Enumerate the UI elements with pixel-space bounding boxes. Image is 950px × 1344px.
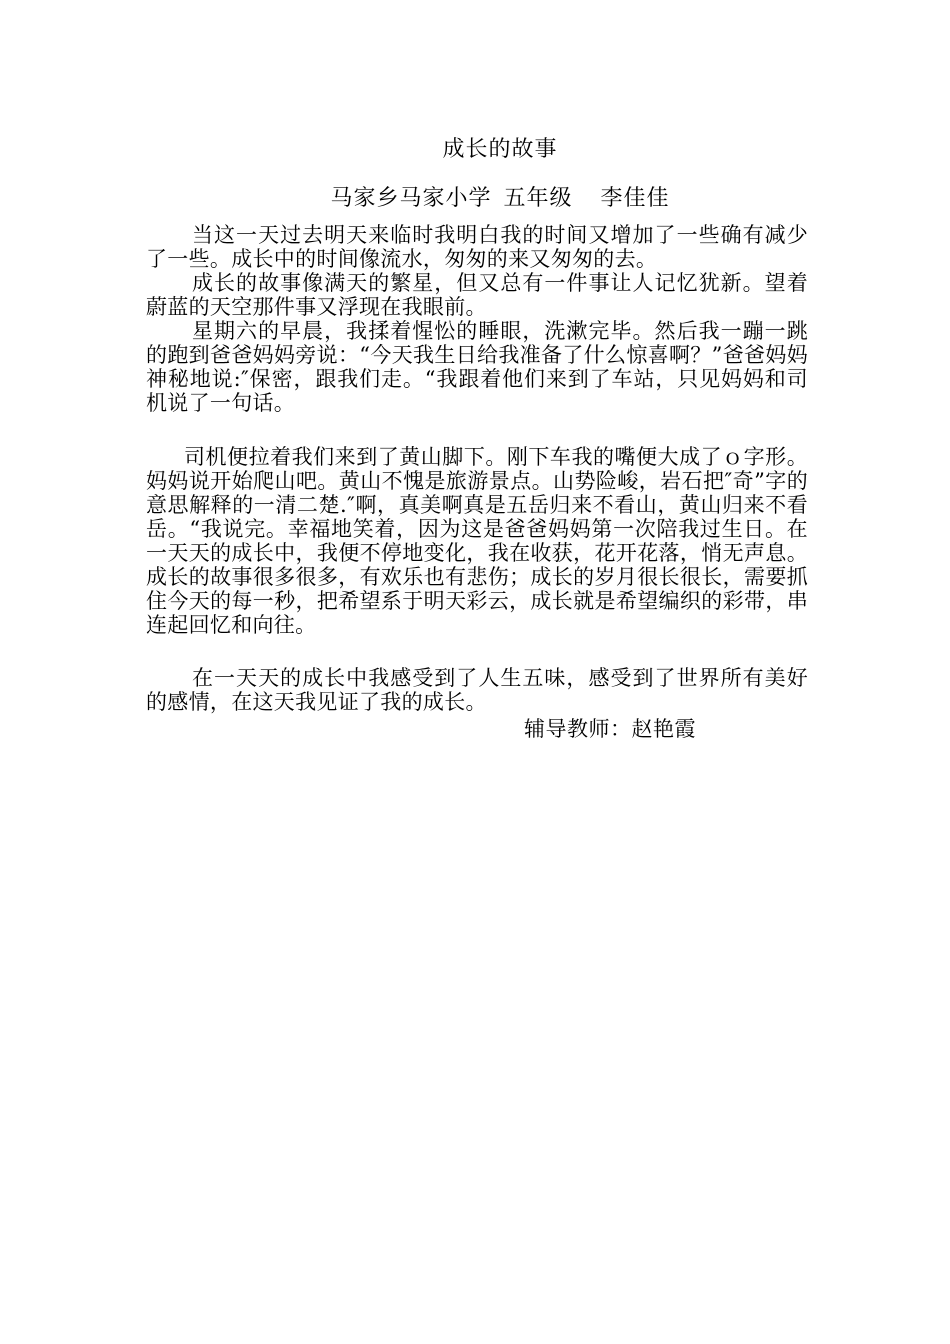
document-title: 成长的故事 xyxy=(442,137,558,162)
paragraph-4: 司机便拉着我们来到了黄山脚下。刚下车我的嘴便大成了ｏ字形。妈妈说开始爬山吧。黄山不愧是旅游景点。山势险峻，岩石把″奇”字的意思解释的一清二楚.″啊，真美啊真是五岳归来不看山，黄山归来不看岳。“我说完。幸福地笑着，因为这是爸爸妈妈第一次陪我过生日。在一天天的成长中，我便不停地变化，我在收获，花开花落，悄无声息。成长的故事很多很多，有欢乐也有悲伤；成长的岁月很长很长，需要抓住今天的每一秒，把希望系于明天彩云，成长就是希望编织的彩带，串连起回忆和向往。 xyxy=(146,445,808,637)
author-byline xyxy=(0,185,950,213)
author-name: 李佳佳 xyxy=(600,186,670,211)
grade-label: 五年级 xyxy=(503,186,573,211)
body-section-2 xyxy=(146,445,808,637)
advisor-signature: 辅导教师：赵艳霞 xyxy=(524,717,696,741)
paragraph-5: 在一天天的成长中我感受到了人生五味，感受到了世界所有美好的感情，在这天我见证了我的成长。 xyxy=(146,666,808,714)
paragraph-1: 当这一天过去明天来临时我明白我的时间又增加了一些确有减少了一些。成长中的时间像流水，匆匆的来又匆匆的去。 xyxy=(146,223,808,271)
paragraph-3: 星期六的早晨，我揉着惺忪的睡眼，洗漱完毕。然后我一蹦一跳的跑到爸爸妈妈旁说：“今天我生日给我准备了什么惊喜啊？”爸爸妈妈神秘地说:″保密，跟我们走。“我跟着他们来到了车站，只见妈妈和司机说了一句话。 xyxy=(146,319,808,415)
body-section-1 xyxy=(146,223,808,415)
body-section-3 xyxy=(146,666,808,714)
paragraph-2: 成长的故事像满天的繁星，但又总有一件事让人记忆犹新。望着蔚蓝的天空那件事又浮现在我眼前。 xyxy=(146,271,808,319)
school-name: 马家乡马家小学 xyxy=(330,186,492,211)
